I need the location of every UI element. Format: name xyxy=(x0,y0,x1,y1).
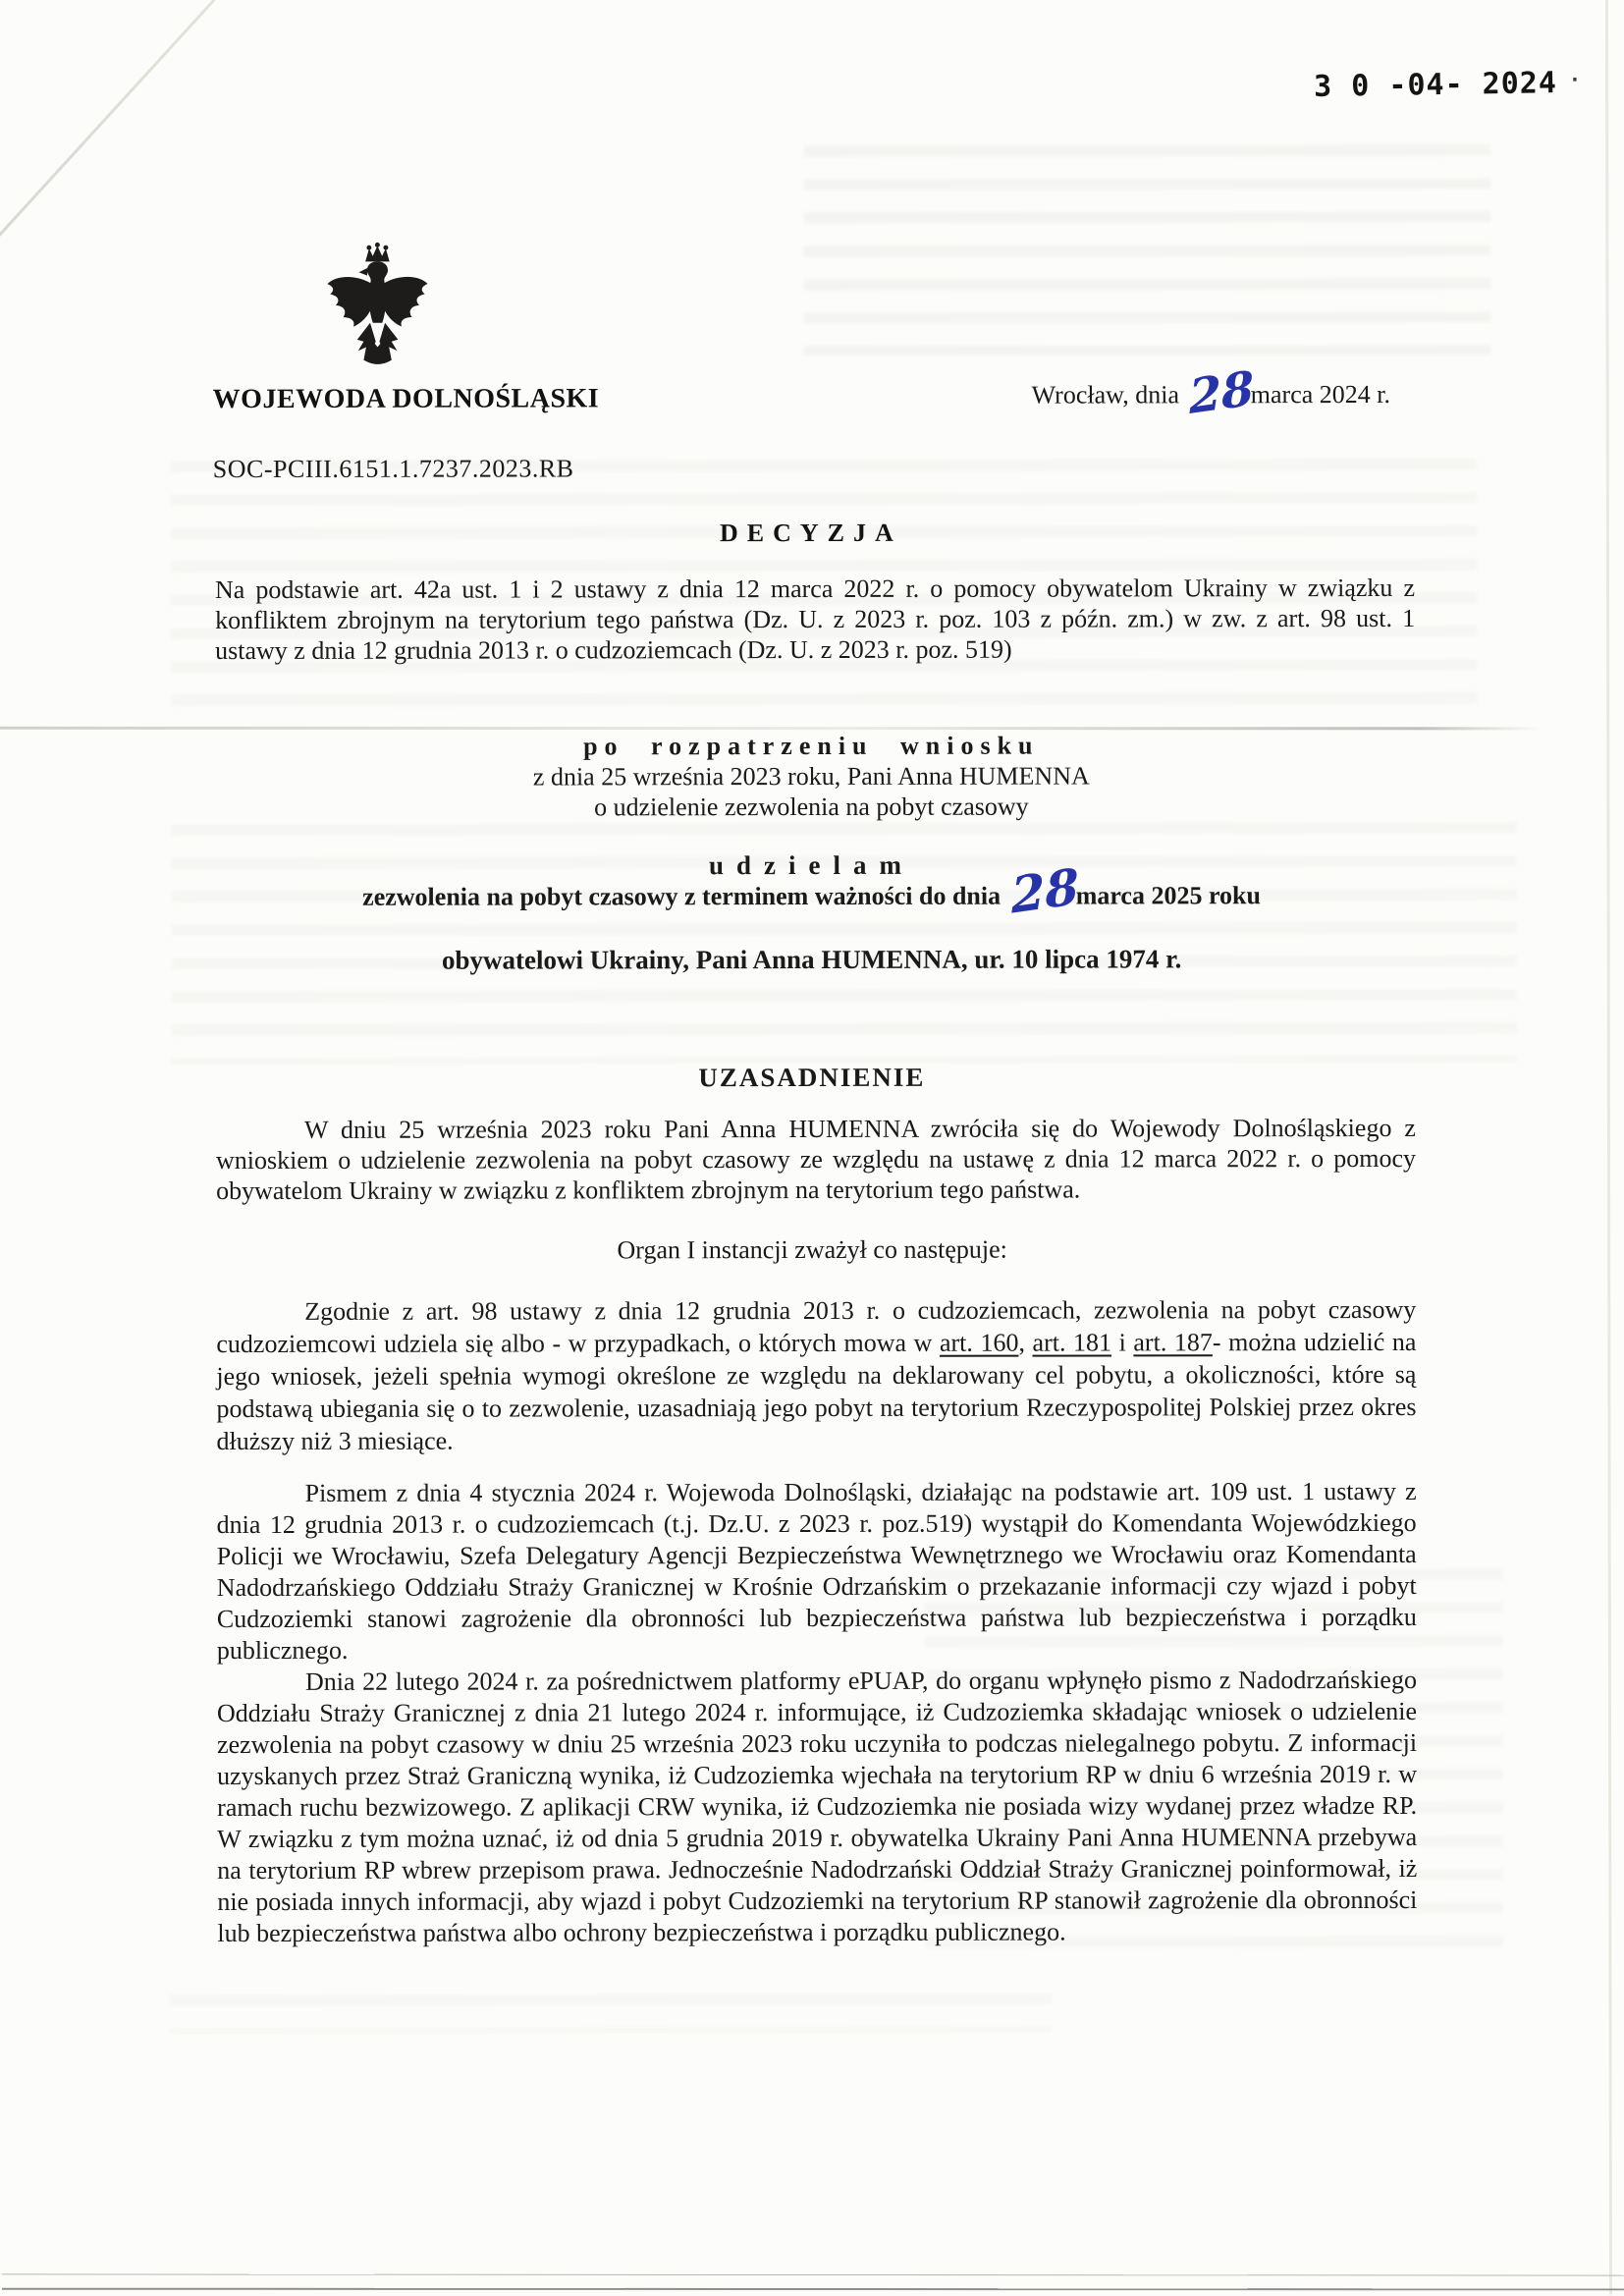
received-date-stamp xyxy=(1314,66,1582,104)
organ-statement-line: Organ I instancji zważył co następuje: xyxy=(617,1234,1007,1265)
handwritten-day-number: 28 xyxy=(1188,360,1256,426)
polish-eagle-emblem-icon xyxy=(321,238,433,375)
paragraph2-segment-1: Zgodnie z art. 98 ustawy z dnia 12 grudnia 2013 r. o cudzoziemcach, zezwolenia na pobyt czasowy cudzoziemcowi udziela się albo - w przypadkach, o których mowa w xyxy=(216,1294,1417,1359)
justification-paragraph-2 xyxy=(216,1293,1416,1457)
article-160-reference: art. 160 xyxy=(939,1328,1019,1357)
justification-paragraph-3: Pismem z dnia 4 stycznia 2024 r. Wojewoda Dolnośląski, działając na podstawie art. 109 ust. 1 ustawy z dnia 12 grudnia 2013 r. o cudzoziemcach (t.j. Dz.U. z 2023 r. poz.519) wystąpił do Komendanta Wojewódzkiego Policji we Wrocławiu, Szefa Delegatury Agencji Bezpieczeństwa Wewnętrznego we Wrocławiu oraz Komendanta Nadodrzańskiego Oddziału Straży Granicznej w Krośnie Odrzańskim o przekazanie informacji czy wjazd i pobyt Cudzoziemki stanowi zagrożenie dla obronności lub bezpieczeństwa państwa lub bezpieczeństwa i porządku publicznego. xyxy=(216,1476,1417,1666)
consideration-line-3: o udzielenie zezwolenia na pobyt czasowy xyxy=(594,792,1029,822)
case-reference-number: SOC-PCIII.6151.1.7237.2023.RB xyxy=(212,454,574,484)
justification-paragraph-1: W dniu 25 września 2023 roku Pani Anna HUMENNA zwróciła się do Wojewody Dolnośląskiego z wnioskiem o udzielenie zezwolenia na pobyt czasowy ze względu na ustawę z dnia 12 marca 2022 r. o pomocy obywatelom Ukrainy w związku z konfliktem zbrojnym na terytorium tego państwa. xyxy=(215,1113,1417,1206)
article-181-reference: art. 181 xyxy=(1032,1328,1112,1357)
grant-line-prefix: zezwolenia na pobyt czasowy z terminem ważności do dnia xyxy=(362,881,1001,911)
beneficiary-line: obywatelowi Ukrainy, Pani Anna HUMENNA, ur. 10 lipca 1974 r. xyxy=(441,944,1182,975)
paragraph2-separator-2: i xyxy=(1110,1328,1134,1357)
consideration-block xyxy=(0,730,1623,824)
authority-name: WOJEWODA DOLNOŚLĄSKI xyxy=(212,383,600,415)
place-date-prefix: Wrocław, dnia xyxy=(1031,380,1179,410)
stamp-dot-mark: · xyxy=(1568,67,1583,91)
article-187-reference: art. 187 xyxy=(1133,1328,1213,1357)
paragraph2-segment-2: - można udzielić na jego wniosek, jeżeli spełnia wymogi określone ze względu na deklarowany cel pobytu, a okoliczności, które są podstawą ubiegania się o to zezwolenie, uzasadniają jego pobyt na terytorium Rzeczypospolitej Polskiej przez okres dłuższy niż 3 miesiące. xyxy=(216,1327,1417,1456)
bleed-through-ghost-text xyxy=(803,144,1490,356)
grant-heading: udzielam xyxy=(708,849,915,881)
consideration-line-2: z dnia 25 września 2023 roku, Pani Anna HUMENNA xyxy=(532,761,1090,792)
place-date-line xyxy=(1031,360,1391,426)
bleed-through-ghost-text xyxy=(169,1994,1053,2035)
decision-title: DECYZJA xyxy=(719,518,902,548)
handwritten-validity-day-number: 28 xyxy=(1009,856,1080,925)
stamp-date-text: 3 0 -04- 2024 xyxy=(1313,66,1558,105)
legal-basis-paragraph: Na podstawie art. 42a ust. 1 i 2 ustawy z dnia 12 marca 2022 r. o pomocy obywatelom Ukrainy w związku z konfliktem zbrojnym na terytorium tego państwa (Dz. U. z 2023 r. poz. 103 z późn. zm.) w zw. z art. 98 ust. 1 ustawy z dnia 12 grudnia 2013 r. o cudzoziemcach (Dz. U. z 2023 r. poz. 519) xyxy=(214,573,1416,666)
page-right-edge xyxy=(1605,0,1612,2295)
paragraph2-separator-1: , xyxy=(1018,1328,1033,1357)
place-date-suffix: marca 2024 r. xyxy=(1250,379,1391,410)
scan-bottom-line xyxy=(2,2273,1624,2275)
scan-bottom-edge xyxy=(2,2288,1624,2291)
justification-heading: UZASADNIENIE xyxy=(698,1062,926,1093)
consideration-line-1: po rozpatrzeniu wniosku xyxy=(583,731,1040,761)
grant-line-suffix: marca 2025 roku xyxy=(1075,881,1261,910)
justification-paragraph-4: Dnia 22 lutego 2024 r. za pośrednictwem platformy ePUAP, do organu wpłynęło pismo z Nadodrzańskiego Oddziału Straży Granicznej z dnia 21 lutego 2024 r. informujące, iż Cudzoziemka składając wniosek o udzielenie zezwolenia na pobyt czasowy w dniu 25 września 2023 roku uczyniła to podczas nielegalnego pobytu. Z informacji uzyskanych przez Straż Graniczną wynika, iż Cudzoziemka wjechała na terytorium RP w dniu 6 września 2019 r. w ramach ruchu bezwizowego. Z aplikacji CRW wynika, iż Cudzoziemka nie posiada wizy wydanej przez władze RP. W związku z tym można uznać, iż od dnia 5 grudnia 2019 r. obywatelka Ukrainy Pani Anna HUMENNA przebywa na terytorium RP wbrew przepisom prawa. Jednocześnie Nadodrzański Oddział Straży Granicznej poinformował, iż nie posiada innych informacji, aby wjazd i pobyt Cudzoziemki na terytorium RP stanowił zagrożenie dla obronności lub bezpieczeństwa państwa albo ochrony bezpieczeństwa i porządku publicznego. xyxy=(216,1665,1418,1948)
